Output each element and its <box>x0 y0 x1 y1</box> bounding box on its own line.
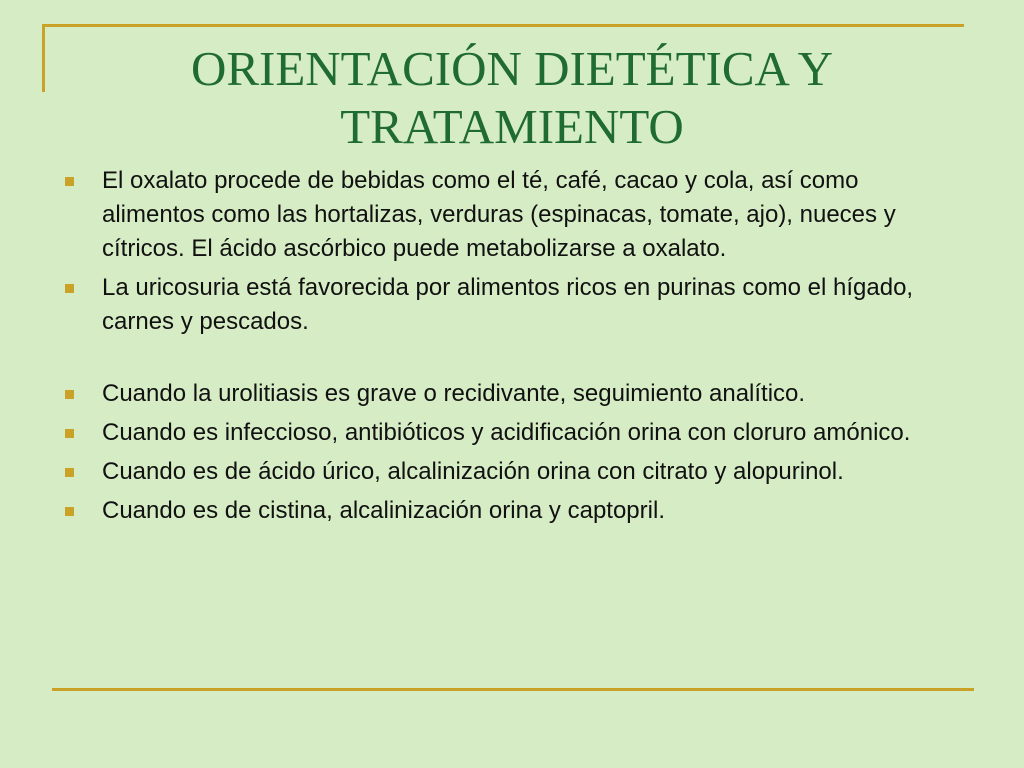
frame-bottom-line <box>52 688 974 691</box>
frame-left-line <box>42 24 45 92</box>
bullet-list <box>62 164 962 533</box>
list-item-text: Cuando es infeccioso, antibióticos y acidificación orina con cloruro amónico. <box>102 419 911 446</box>
square-bullet-icon <box>65 390 74 399</box>
list-item <box>62 377 962 411</box>
list-item <box>62 455 962 489</box>
frame-top-line <box>42 24 964 27</box>
list-item-text: El oxalato procede de bebidas como el té, café, cacao y cola, así como alimentos como las hortalizas, verduras (espinacas, tomate, ajo), nueces y cítricos. El ácido ascórbico puede metabolizarse a oxalato. <box>102 167 896 262</box>
square-bullet-icon <box>65 507 74 516</box>
square-bullet-icon <box>65 177 74 186</box>
list-item <box>62 494 962 528</box>
list-item <box>62 271 962 339</box>
slide-title: ORIENTACIÓN DIETÉTICA Y TRATAMIENTO <box>190 41 834 154</box>
list-item-text: Cuando es de ácido úrico, alcalinización orina con citrato y alopurinol. <box>102 458 844 485</box>
square-bullet-icon <box>65 429 74 438</box>
square-bullet-icon <box>65 468 74 477</box>
square-bullet-icon <box>65 284 74 293</box>
list-item <box>62 416 962 450</box>
list-item-text: Cuando es de cistina, alcalinización orina y captopril. <box>102 497 665 524</box>
list-item-text: Cuando la urolitiasis es grave o recidivante, seguimiento analítico. <box>102 380 806 407</box>
list-item <box>62 164 962 266</box>
list-item-text: La uricosuria está favorecida por alimentos ricos en purinas como el hígado, carnes y pescados. <box>102 274 914 335</box>
